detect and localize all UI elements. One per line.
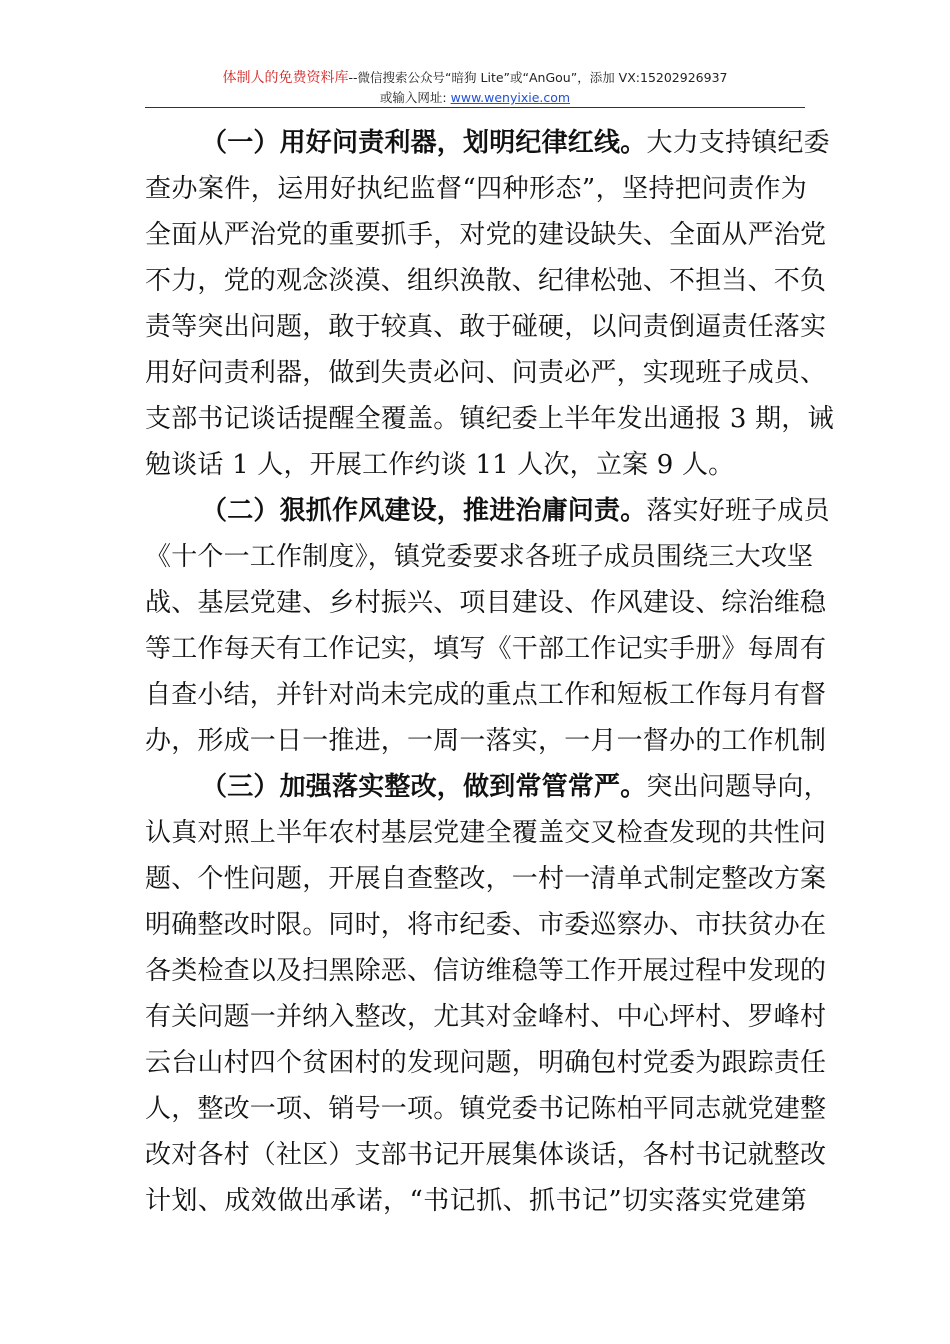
header-brand: 体制人的免费资料库 xyxy=(222,70,349,86)
text-line: 战、基层党建、乡村振兴、项目建设、作风建设、综治维稳 xyxy=(145,588,827,618)
header-url-prefix: 或输入网址: xyxy=(379,90,447,105)
text-line: 用好问责利器，做到失责必问、问责必严，实现班子成员、 xyxy=(145,358,827,388)
text-line xyxy=(145,764,830,810)
text-line: 《十个一工作制度》，镇党委要求各班子成员围绕三大攻坚 xyxy=(145,542,814,572)
section-heading-2: （二）狠抓作风建设，推进治庸问责。 xyxy=(201,496,647,526)
header-url-link[interactable]: www.wenyixie.com xyxy=(450,90,571,105)
text-run: 突出问题导向， xyxy=(646,772,830,802)
text-line xyxy=(145,120,830,166)
text-line: 责等突出问题，敢于较真、敢于碰硬，以问责倒逼责任落实 xyxy=(145,312,827,342)
header-divider xyxy=(145,107,805,108)
text-line: 认真对照上半年农村基层党建全覆盖交叉检查发现的共性问 xyxy=(145,818,827,848)
text-line: 查办案件，运用好执纪监督“四种形态”，坚持把问责作为 xyxy=(145,174,807,204)
text-line: 改对各村（社区）支部书记开展集体谈话，各村书记就整改 xyxy=(145,1140,827,1170)
text-line: 题、个性问题，开展自查整改，一村一清单式制定整改方案 xyxy=(145,864,827,894)
text-line xyxy=(145,488,830,534)
page-header xyxy=(145,68,805,107)
document-body xyxy=(145,120,834,1224)
text-line: 勉谈话 1 人，开展工作约谈 11 人次，立案 9 人。 xyxy=(145,450,735,480)
text-line: 人，整改一项、销号一项。镇党委书记陈柏平同志就党建整 xyxy=(145,1094,827,1124)
text-line: 不力，党的观念淡漠、组织涣散、纪律松弛、不担当、不负 xyxy=(145,266,827,296)
text-line: 自查小结，并针对尚未完成的重点工作和短板工作每月有督 xyxy=(145,680,827,710)
text-line: 等工作每天有工作记实，填写《干部工作记实手册》每周有 xyxy=(145,634,827,664)
text-line: 各类检查以及扫黑除恶、信访维稳等工作开展过程中发现的 xyxy=(145,956,827,986)
text-line: 全面从严治党的重要抓手，对党的建设缺失、全面从严治党 xyxy=(145,220,827,250)
text-line: 明确整改时限。同时，将市纪委、市委巡察办、市扶贫办在 xyxy=(145,910,827,940)
header-line-1 xyxy=(145,68,805,88)
text-run: 落实好班子成员 xyxy=(646,496,830,526)
text-line: 办，形成一日一推进，一周一落实，一月一督办的工作机制 xyxy=(145,726,827,756)
text-line: 有关问题一并纳入整改，尤其对金峰村、中心坪村、罗峰村 xyxy=(145,1002,827,1032)
text-run: 大力支持镇纪委 xyxy=(646,128,830,158)
section-heading-3: （三）加强落实整改，做到常管常严。 xyxy=(201,772,647,802)
text-line: 计划、成效做出承诺，“书记抓、抓书记”切实落实党建第 xyxy=(145,1186,807,1216)
text-line: 支部书记谈话提醒全覆盖。镇纪委上半年发出通报 3 期，诫 xyxy=(145,404,834,434)
header-info: --微信搜索公众号“暗狗 Lite”或“AnGou”，添加 VX:15202926937 xyxy=(348,70,728,85)
text-line: 云台山村四个贫困村的发现问题，明确包村党委为跟踪责任 xyxy=(145,1048,827,1078)
header-line-2 xyxy=(145,88,805,107)
section-heading-1: （一）用好问责利器，划明纪律红线。 xyxy=(201,128,647,158)
